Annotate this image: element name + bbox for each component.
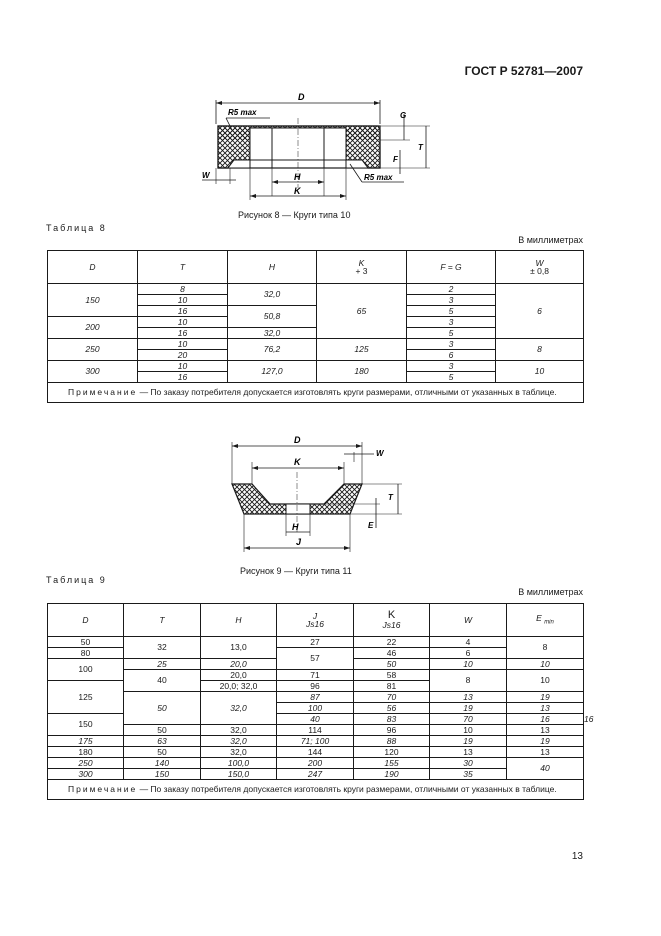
table-row bbox=[48, 725, 584, 736]
t8-cell-k: 180 bbox=[317, 361, 407, 383]
t9-cell-t: 140 bbox=[124, 758, 201, 769]
t8-cell-fg: 5 bbox=[407, 372, 496, 383]
t9-head-d: D bbox=[48, 604, 124, 637]
t9-cell-h: 32,0 bbox=[201, 692, 277, 725]
t8-cell-fg: 6 bbox=[407, 350, 496, 361]
table-8-header-row bbox=[48, 251, 584, 284]
table-9-note bbox=[48, 780, 584, 800]
t9-head-e bbox=[507, 604, 584, 637]
table-row bbox=[48, 637, 584, 648]
t9-cell-j: 87 bbox=[277, 692, 354, 703]
t9-cell-d: 100 bbox=[48, 659, 124, 681]
t9-cell-w: 6 bbox=[430, 648, 507, 659]
t9-cell-j: 27 bbox=[277, 637, 354, 648]
t8-cell-fg: 3 bbox=[407, 361, 496, 372]
fig9-label-j: J bbox=[296, 537, 302, 547]
t9-cell-e: 10 bbox=[507, 670, 584, 692]
fig9-label-k: K bbox=[294, 457, 301, 467]
table-9-header-row bbox=[48, 604, 584, 637]
t8-cell-fg: 5 bbox=[407, 306, 496, 317]
t9-cell-h: 32,0 bbox=[201, 725, 277, 736]
t8-cell-fg: 3 bbox=[407, 339, 496, 350]
t8-cell-k: 65 bbox=[317, 284, 407, 339]
t9-cell-j: 247 bbox=[277, 769, 354, 780]
t8-cell-h: 127,0 bbox=[228, 361, 317, 383]
t9-cell-t: 40 bbox=[124, 670, 201, 692]
table-row bbox=[48, 758, 584, 769]
t9-cell-j: 114 bbox=[277, 725, 354, 736]
table-8-note bbox=[48, 383, 584, 403]
table-row bbox=[48, 361, 584, 372]
t8-head-k-symbol: K bbox=[358, 257, 365, 268]
t9-cell-t: 32 bbox=[124, 637, 201, 659]
t9-cell-k: 50 bbox=[354, 659, 430, 670]
table-9-note-row bbox=[48, 780, 584, 800]
t9-cell-j: 100 bbox=[277, 703, 354, 714]
t9-cell-h: 32,0 bbox=[201, 747, 277, 758]
t8-head-k-tol: + 3 bbox=[355, 266, 368, 276]
fig8-label-w: W bbox=[202, 171, 210, 180]
t8-head-t: T bbox=[138, 251, 228, 284]
t9-head-k-symbol: K bbox=[387, 609, 396, 622]
t8-cell-w: 8 bbox=[496, 339, 584, 361]
table-row bbox=[48, 747, 584, 758]
figure-8-drawing bbox=[190, 88, 450, 206]
t8-cell-t: 16 bbox=[138, 306, 228, 317]
t9-cell-d: 150 bbox=[48, 714, 124, 736]
t9-head-k-tol: Js16 bbox=[382, 620, 401, 631]
fig8-label-g: G bbox=[400, 111, 407, 120]
t9-cell-t: 50 bbox=[124, 692, 201, 725]
t9-cell-w: 16 bbox=[507, 714, 584, 725]
t8-cell-fg: 5 bbox=[407, 328, 496, 339]
fig9-label-e: E bbox=[368, 521, 374, 530]
t8-cell-k: 125 bbox=[317, 339, 407, 361]
t9-cell-k: 96 bbox=[354, 725, 430, 736]
t9-cell-k: 70 bbox=[354, 692, 430, 703]
t9-cell-k: 120 bbox=[354, 747, 430, 758]
t9-head-j bbox=[277, 604, 354, 637]
table-8 bbox=[47, 250, 584, 403]
t9-cell-h: 100,0 bbox=[201, 758, 277, 769]
t8-cell-d: 200 bbox=[48, 317, 138, 339]
t8-cell-fg: 3 bbox=[407, 295, 496, 306]
table-8-label: Таблица 8 bbox=[46, 223, 107, 233]
t9-cell-w: 19 bbox=[430, 736, 507, 747]
t9-cell-e: 13 bbox=[507, 747, 584, 758]
t9-note-text: — По заказу потребителя допускается изготовлять круги размерами, отличными от указанных в таблице. bbox=[137, 784, 557, 794]
table-9-units: В миллиметрах bbox=[518, 587, 583, 597]
t9-cell-h: 32,0 bbox=[201, 736, 277, 747]
t8-head-w bbox=[496, 251, 584, 284]
t9-cell-j: 57 bbox=[277, 648, 354, 670]
table-row: 150 40 83 70 16 16 bbox=[48, 714, 584, 725]
fig9-label-t: T bbox=[388, 493, 393, 502]
t9-cell-w: 8 bbox=[430, 670, 507, 692]
table-row bbox=[48, 339, 584, 350]
t9-cell-h: 20,0 bbox=[201, 670, 277, 681]
t9-cell-e: 19 bbox=[507, 736, 584, 747]
t9-cell-k: 88 bbox=[354, 736, 430, 747]
t9-cell-k: 46 bbox=[354, 648, 430, 659]
t8-cell-h: 32,0 bbox=[228, 284, 317, 306]
t9-cell-h: 20,0; 32,0 bbox=[201, 681, 277, 692]
fig8-label-d: D bbox=[298, 92, 305, 102]
t9-cell-t: 50 bbox=[124, 725, 201, 736]
t9-head-w: W bbox=[430, 604, 507, 637]
t9-head-j-symbol: J bbox=[312, 610, 318, 621]
t9-cell-t: 150 bbox=[124, 769, 201, 780]
t8-head-h: H bbox=[228, 251, 317, 284]
table-9-label: Таблица 9 bbox=[46, 575, 107, 585]
t9-cell-e: 13 bbox=[507, 703, 584, 714]
t9-head-j-tol: Js16 bbox=[306, 619, 324, 629]
t9-cell-w: 10 bbox=[430, 659, 507, 670]
t9-cell-w: 13 bbox=[430, 747, 507, 758]
t8-cell-t: 10 bbox=[138, 339, 228, 350]
t9-cell-j: 71; 100 bbox=[277, 736, 354, 747]
t9-cell-e: 8 bbox=[507, 637, 584, 659]
t8-note-label: Примечание bbox=[68, 387, 138, 397]
figure-9-caption: Рисунок 9 — Круги типа 11 bbox=[240, 566, 352, 576]
t9-cell-k: 22 bbox=[354, 637, 430, 648]
t9-cell-j: 71 bbox=[277, 670, 354, 681]
t8-head-w-symbol: W bbox=[535, 257, 544, 268]
t9-cell-t: 63 bbox=[124, 736, 201, 747]
t8-cell-w: 6 bbox=[496, 284, 584, 339]
t9-cell-w: 4 bbox=[430, 637, 507, 648]
fig8-label-r5-top: R5 max bbox=[228, 108, 257, 117]
t8-cell-h: 50,8 bbox=[228, 306, 317, 328]
table-8-units: В миллиметрах bbox=[518, 235, 583, 245]
t9-head-t: T bbox=[124, 604, 201, 637]
t9-cell-w: 19 bbox=[430, 703, 507, 714]
t9-cell-k: 81 bbox=[354, 681, 430, 692]
t9-cell-k: 155 bbox=[354, 758, 430, 769]
t9-cell-j: 96 bbox=[277, 681, 354, 692]
t9-cell-h: 20,0 bbox=[201, 659, 277, 670]
t9-cell-t: 40 bbox=[277, 714, 354, 725]
t9-cell-j: 144 bbox=[277, 747, 354, 758]
t8-note-text: — По заказу потребителя допускается изготовлять круги размерами, отличными от указанных в таблице. bbox=[137, 387, 557, 397]
t9-cell-d: 250 bbox=[48, 758, 124, 769]
t9-cell-k: 56 bbox=[354, 703, 430, 714]
t8-cell-t: 16 bbox=[138, 372, 228, 383]
t9-cell-j: 83 bbox=[354, 714, 430, 725]
figure-9-drawing bbox=[212, 432, 412, 558]
t9-cell-e: 13 bbox=[507, 725, 584, 736]
t9-cell-k: 70 bbox=[430, 714, 507, 725]
t8-cell-t: 10 bbox=[138, 295, 228, 306]
t8-head-fg: F = G bbox=[407, 251, 496, 284]
t9-head-e-symbol: E bbox=[536, 613, 542, 624]
t8-cell-w: 10 bbox=[496, 361, 584, 383]
t9-cell-t: 25 bbox=[124, 659, 201, 670]
t8-cell-d: 150 bbox=[48, 284, 138, 317]
table-row bbox=[48, 284, 584, 295]
t9-cell-e: 40 bbox=[507, 758, 584, 780]
fig8-label-r5-bottom: R5 max bbox=[364, 173, 393, 182]
fig9-label-h: H bbox=[292, 522, 299, 532]
document-header: ГОСТ Р 52781—2007 bbox=[464, 64, 583, 78]
t9-head-e-sub: min bbox=[544, 619, 554, 626]
t8-cell-fg: 3 bbox=[407, 317, 496, 328]
t9-cell-d: 300 bbox=[48, 769, 124, 780]
t9-cell-e: 10 bbox=[507, 659, 584, 670]
table-row bbox=[48, 670, 584, 681]
table-8-note-row bbox=[48, 383, 584, 403]
table-9 bbox=[47, 603, 594, 800]
t8-cell-d: 250 bbox=[48, 339, 138, 361]
t9-cell-e: 19 bbox=[507, 692, 584, 703]
fig8-label-k: K bbox=[294, 186, 301, 196]
t8-head-w-tol: ± 0,8 bbox=[530, 266, 549, 276]
t9-cell-d: 50 bbox=[48, 637, 124, 648]
t9-cell-j: 200 bbox=[277, 758, 354, 769]
t9-cell-d: 80 bbox=[48, 648, 124, 659]
fig9-label-w: W bbox=[376, 449, 384, 458]
t9-cell-d: 180 bbox=[48, 747, 124, 758]
t8-cell-fg: 2 bbox=[407, 284, 496, 295]
t8-cell-t: 10 bbox=[138, 317, 228, 328]
t8-cell-d: 300 bbox=[48, 361, 138, 383]
t8-cell-t: 8 bbox=[138, 284, 228, 295]
t9-cell-d: 125 bbox=[48, 681, 124, 714]
t8-cell-t: 20 bbox=[138, 350, 228, 361]
t9-cell-h: 150,0 bbox=[201, 769, 277, 780]
t8-cell-t: 10 bbox=[138, 361, 228, 372]
page-number: 13 bbox=[571, 851, 583, 862]
t8-head-d: D bbox=[48, 251, 138, 284]
t9-head-k bbox=[354, 604, 430, 637]
t9-head-h: H bbox=[201, 604, 277, 637]
t9-cell-w: 35 bbox=[430, 769, 507, 780]
t9-cell-h: 13,0 bbox=[201, 637, 277, 659]
fig8-label-t: T bbox=[418, 143, 423, 152]
t9-cell-w: 13 bbox=[430, 692, 507, 703]
table-row bbox=[48, 769, 584, 780]
fig9-label-d: D bbox=[294, 435, 301, 445]
fig8-label-h: H bbox=[294, 172, 301, 182]
t9-cell-t: 50 bbox=[124, 747, 201, 758]
t9-note-label: Примечание bbox=[68, 784, 138, 794]
t9-cell-k: 190 bbox=[354, 769, 430, 780]
table-row bbox=[48, 692, 584, 703]
t8-head-k bbox=[317, 251, 407, 284]
t8-cell-h: 32,0 bbox=[228, 328, 317, 339]
t9-cell-k: 58 bbox=[354, 670, 430, 681]
figure-8-caption: Рисунок 8 — Круги типа 10 bbox=[238, 210, 351, 220]
t8-cell-h: 76,2 bbox=[228, 339, 317, 361]
t9-cell-w: 10 bbox=[430, 725, 507, 736]
t9-cell-d: 175 bbox=[48, 736, 124, 747]
t8-cell-t: 16 bbox=[138, 328, 228, 339]
table-row bbox=[48, 736, 584, 747]
t9-cell-w: 30 bbox=[430, 758, 507, 769]
fig8-label-f: F bbox=[393, 155, 398, 164]
